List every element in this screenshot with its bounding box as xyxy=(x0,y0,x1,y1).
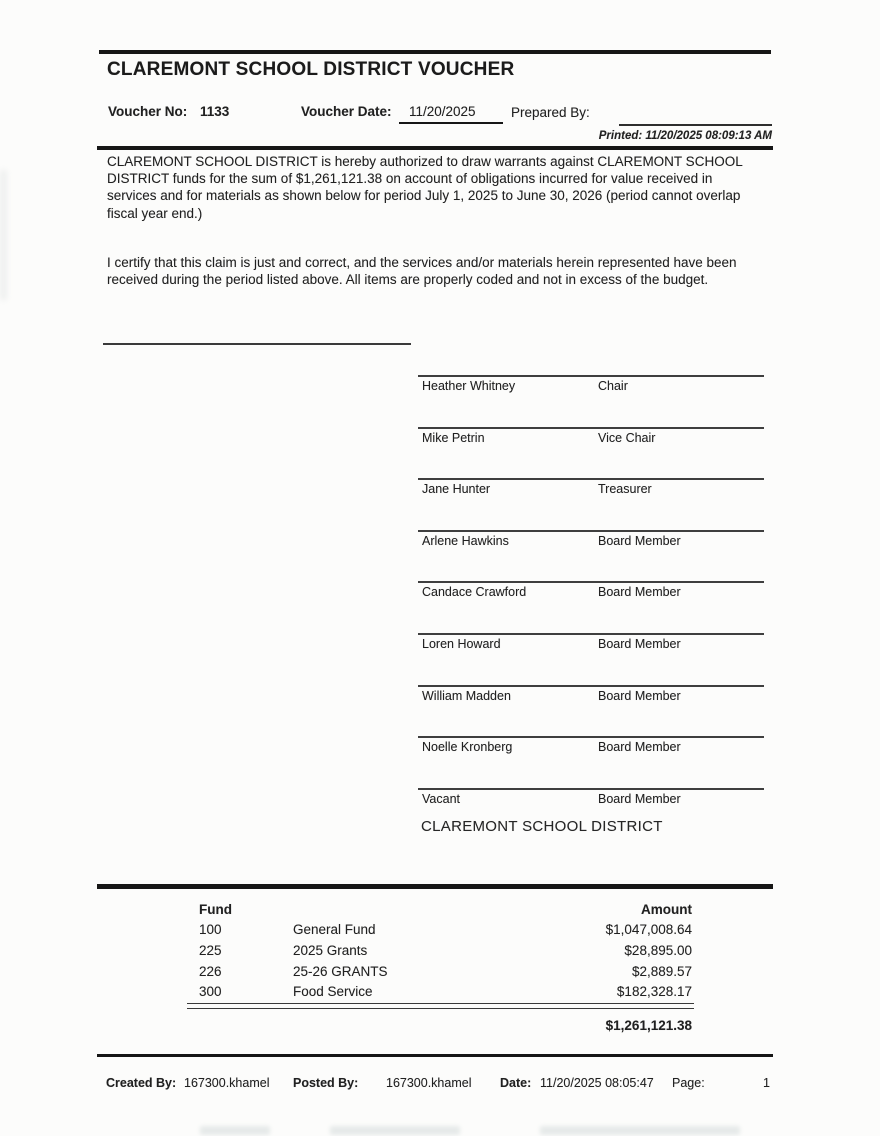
signatory-name: Noelle Kronberg xyxy=(422,740,513,754)
signatory-entry xyxy=(418,633,764,657)
voucher-no-label: Voucher No: xyxy=(108,104,188,119)
signatory-name: William Madden xyxy=(422,689,511,703)
signatory-name: Arlene Hawkins xyxy=(422,534,509,548)
fund-number: 226 xyxy=(199,964,222,979)
fund-name: 25-26 GRANTS xyxy=(293,964,388,979)
signatory-name: Jane Hunter xyxy=(422,482,491,496)
authorization-paragraph: CLAREMONT SCHOOL DISTRICT is hereby authorized to draw warrants against CLAREMONT SCHOOL DISTRICT funds for the sum of $1,261,121.38 on account of obligations incurred for value received in services and for materials as shown below for period July 1, 2025 to June 30, 2026 (period cannot overlap fiscal year end.) xyxy=(107,154,743,221)
signatory-title: Chair xyxy=(598,379,628,393)
signatory-entry xyxy=(418,375,764,399)
page-title: CLAREMONT SCHOOL DISTRICT VOUCHER xyxy=(107,59,515,80)
prepared-by-label: Prepared By: xyxy=(511,105,590,120)
footer-page-number: 1 xyxy=(763,1076,770,1090)
signatory-title: Board Member xyxy=(598,689,681,703)
signature-line xyxy=(418,685,764,687)
signatory-entry xyxy=(418,581,764,605)
fund-name: 2025 Grants xyxy=(293,943,368,958)
printed-timestamp: Printed: 11/20/2025 08:09:13 AM xyxy=(598,130,772,142)
signatory-name: Vacant xyxy=(422,792,460,806)
fund-column-header: Fund xyxy=(199,902,232,917)
signature-line xyxy=(418,530,764,532)
prepared-by-blank-line xyxy=(619,124,772,126)
scan-edge-artifact xyxy=(0,170,7,300)
fund-number: 100 xyxy=(199,922,222,937)
fund-table-header-row xyxy=(199,902,692,918)
fund-amount: $1,047,008.64 xyxy=(605,922,692,937)
amount-column-header: Amount xyxy=(641,902,692,917)
posted-by-value: 167300.khamel xyxy=(386,1076,472,1090)
signatory-title: Board Member xyxy=(598,740,681,754)
fund-total-row xyxy=(199,1018,692,1034)
fund-table-row xyxy=(199,943,692,959)
fund-table-row xyxy=(199,922,692,938)
signature-line xyxy=(418,375,764,377)
fund-table-top-rule xyxy=(97,884,773,889)
signatory-name: Loren Howard xyxy=(422,637,501,651)
created-by-value: 167300.khamel xyxy=(184,1076,270,1090)
signatory-entry xyxy=(418,427,764,451)
total-amount: $1,261,121.38 xyxy=(605,1018,692,1033)
signature-line xyxy=(418,788,764,790)
created-by-label: Created By: xyxy=(106,1076,177,1090)
total-double-rule xyxy=(187,1003,694,1009)
signature-line xyxy=(418,633,764,635)
district-name: CLAREMONT SCHOOL DISTRICT xyxy=(421,818,663,835)
signatory-title: Board Member xyxy=(598,792,681,806)
scan-smudge xyxy=(200,1126,270,1135)
scan-smudge xyxy=(540,1126,740,1135)
posted-by-label: Posted By: xyxy=(293,1076,359,1090)
voucher-date-label: Voucher Date: xyxy=(301,104,392,119)
fund-amount: $182,328.17 xyxy=(616,984,692,999)
voucher-date-underline xyxy=(399,122,503,124)
footer-rule xyxy=(97,1054,773,1057)
signatory-entry xyxy=(418,685,764,709)
fund-name: General Fund xyxy=(293,922,376,937)
top-rule xyxy=(99,50,771,54)
signatory-title: Board Member xyxy=(598,585,681,599)
signatory-name: Heather Whitney xyxy=(422,379,516,393)
signature-line xyxy=(418,478,764,480)
signature-line xyxy=(418,427,764,429)
fund-number: 225 xyxy=(199,943,222,958)
fund-table-row xyxy=(199,964,692,980)
fund-number: 300 xyxy=(199,984,222,999)
blank-signature-line xyxy=(103,343,411,345)
fund-name: Food Service xyxy=(293,984,373,999)
signatory-name: Candace Crawford xyxy=(422,585,527,599)
signatory-name: Mike Petrin xyxy=(422,431,485,445)
fund-amount: $28,895.00 xyxy=(624,943,692,958)
voucher-no-value: 1133 xyxy=(200,104,230,119)
footer-page-label: Page: xyxy=(672,1076,705,1090)
footer-date-value: 11/20/2025 08:05:47 xyxy=(540,1076,654,1090)
voucher-date-value: 11/20/2025 xyxy=(409,104,476,119)
signature-line xyxy=(418,581,764,583)
signatory-title: Vice Chair xyxy=(598,431,656,445)
fund-amount: $2,889.57 xyxy=(631,964,692,979)
signatory-title: Treasurer xyxy=(598,482,652,496)
signatory-title: Board Member xyxy=(598,637,681,651)
scan-smudge xyxy=(330,1126,460,1135)
fund-table-row xyxy=(199,984,692,1000)
signatory-title: Board Member xyxy=(598,534,681,548)
signatory-entry xyxy=(418,478,764,502)
certification-paragraph: I certify that this claim is just and correct, and the services and/or materials herein represented have been received during the period listed above. All items are properly coded and not in excess of the budget. xyxy=(107,255,737,288)
signatory-entry xyxy=(418,530,764,554)
signature-line xyxy=(418,736,764,738)
signatory-entry xyxy=(418,736,764,760)
footer-date-label: Date: xyxy=(500,1076,532,1090)
signatory-entry xyxy=(418,788,764,812)
header-divider-rule xyxy=(97,146,773,150)
